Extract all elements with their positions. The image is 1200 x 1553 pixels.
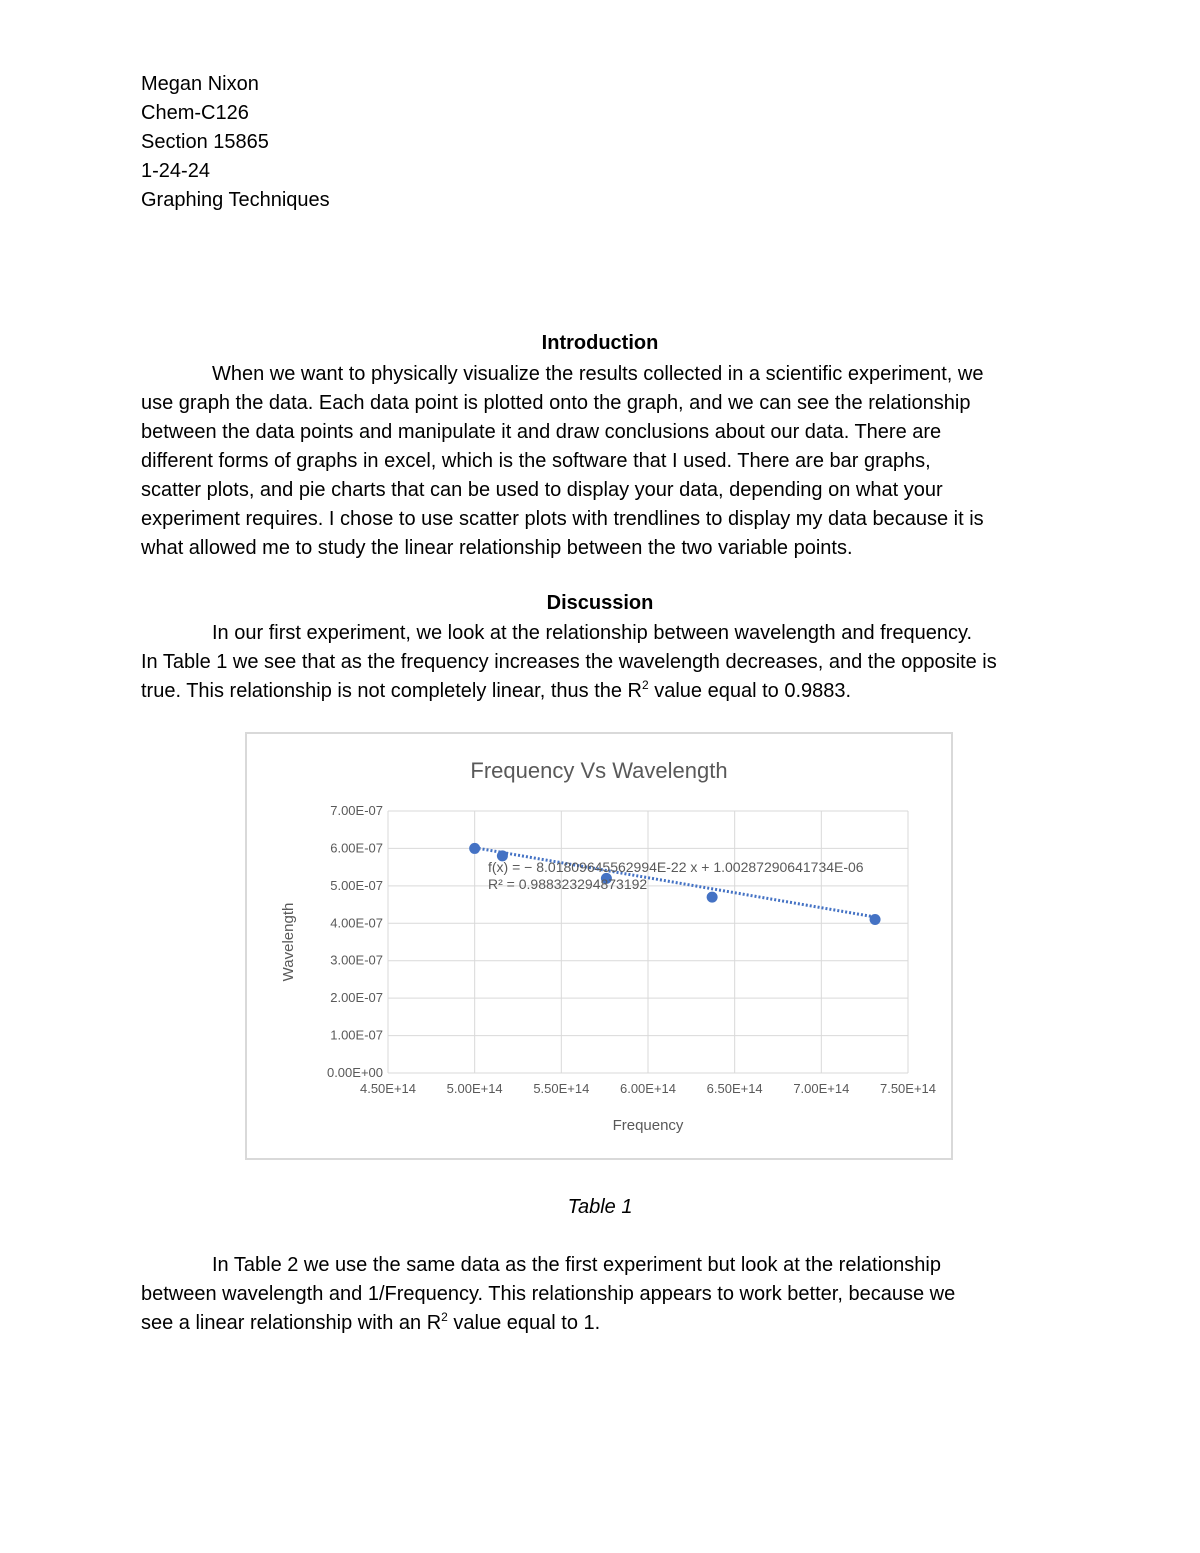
text-run: see a linear relationship with an R — [141, 1312, 442, 1334]
paragraph-line: between the data points and manipulate it and draw conclusions about our data. There are — [141, 421, 942, 443]
superscript: 2 — [642, 678, 649, 692]
author-name: Megan Nixon — [141, 73, 259, 95]
y-tick-label: 4.00E-07 — [330, 915, 383, 931]
x-tick-label: 7.50E+14 — [879, 1081, 937, 1096]
x-axis-label: Frequency — [612, 1117, 684, 1134]
y-tick-label: 5.00E-07 — [330, 877, 383, 893]
table-caption: Table 1 — [567, 1196, 633, 1218]
document-title: Graphing Techniques — [141, 189, 330, 211]
paragraph-line: In Table 2 we use the same data as the first experiment but look at the relationship — [212, 1254, 941, 1276]
discussion-paragraph-2 — [141, 1251, 1061, 1338]
x-tick-label: 7.00E+14 — [793, 1081, 850, 1096]
x-tick-label: 6.50E+14 — [706, 1081, 763, 1096]
paragraph-line — [141, 677, 1061, 706]
y-axis-label: Wavelength — [280, 902, 297, 982]
chart-canvas — [247, 734, 951, 1158]
data-point — [707, 892, 718, 903]
document-header — [141, 70, 330, 215]
y-tick-label: 6.00E-07 — [330, 840, 383, 856]
paragraph-line: use graph the data. Each data point is plotted onto the graph, and we can see the relationship — [141, 392, 971, 414]
paragraph-line: different forms of graphs in excel, which is the software that I used. There are bar graphs, — [141, 450, 931, 472]
text-run: value equal to 0.9883. — [648, 680, 852, 702]
section-number: Section 15865 — [141, 131, 269, 153]
paragraph-line: In our first experiment, we look at the relationship between wavelength and frequency. — [212, 622, 973, 644]
data-point — [469, 843, 480, 854]
introduction-paragraph — [141, 360, 1061, 563]
y-tick-label: 0.00E+00 — [326, 1065, 383, 1080]
trendline-r-squared: R² = 0.988323294873192 — [488, 876, 648, 892]
trendline-equation: f(x) = − 8.01809645562994E-22 x + 1.00287290641734E-06 — [488, 859, 864, 875]
y-tick-label: 7.00E-07 — [330, 803, 383, 818]
scatter-chart — [245, 732, 953, 1160]
chart-title: Frequency Vs Wavelength — [470, 758, 728, 783]
document-date: 1-24-24 — [141, 160, 210, 182]
paragraph-line: When we want to physically visualize the results collected in a scientific experiment, we — [212, 363, 984, 385]
data-point — [870, 914, 881, 925]
x-tick-label: 5.50E+14 — [533, 1081, 590, 1096]
paragraph-line: between wavelength and 1/Frequency. This relationship appears to work better, because we — [141, 1283, 956, 1305]
introduction-heading: Introduction — [541, 332, 659, 354]
discussion-heading: Discussion — [546, 592, 654, 614]
y-tick-label: 2.00E-07 — [330, 990, 383, 1006]
y-tick-label: 1.00E-07 — [330, 1027, 383, 1043]
course-code: Chem-C126 — [141, 102, 249, 124]
paragraph-line: experiment requires. I chose to use scatter plots with trendlines to display my data because it is — [141, 508, 984, 530]
x-tick-label: 4.50E+14 — [359, 1081, 417, 1096]
paragraph-line — [141, 1309, 1061, 1338]
x-tick-label: 5.00E+14 — [446, 1081, 503, 1096]
y-tick-label: 3.00E-07 — [330, 952, 383, 968]
superscript: 2 — [441, 1310, 448, 1324]
paragraph-line: In Table 1 we see that as the frequency increases the wavelength decreases, and the opposite is — [141, 651, 997, 673]
text-run: true. This relationship is not completely linear, thus the R — [141, 680, 642, 702]
text-run: value equal to 1. — [447, 1312, 601, 1334]
paragraph-line: what allowed me to study the linear relationship between the two variable points. — [141, 537, 853, 559]
discussion-paragraph-1 — [141, 619, 1061, 706]
x-tick-label: 6.00E+14 — [619, 1081, 677, 1096]
paragraph-line: scatter plots, and pie charts that can be used to display your data, depending on what your — [141, 479, 943, 501]
